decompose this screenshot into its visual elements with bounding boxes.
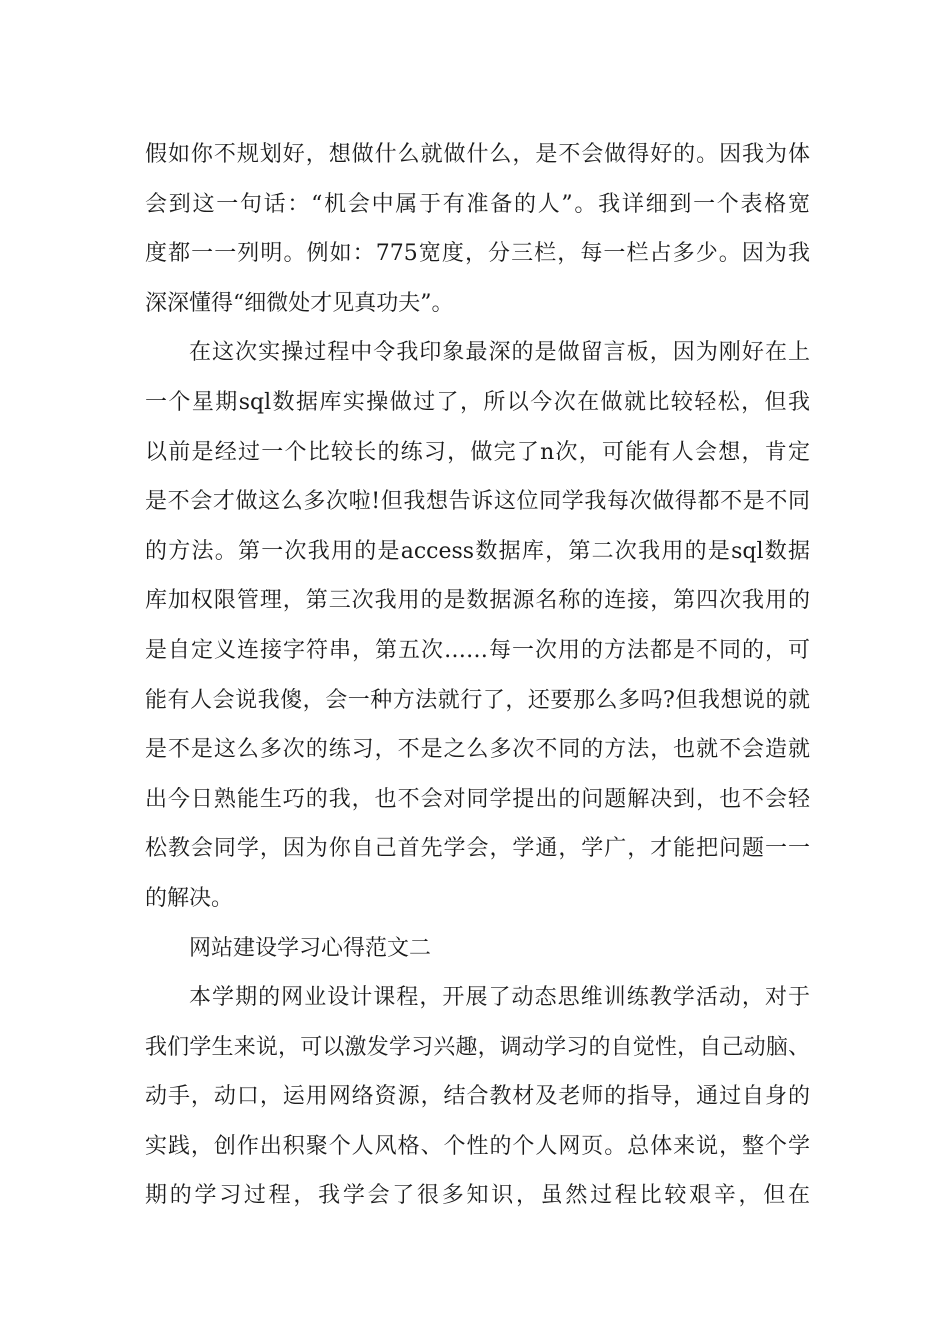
- text-line: 我们学生来说，可以激发学习兴趣，调动学习的自觉性，自己动脑、: [145, 1034, 810, 1060]
- text-line: 以前是经过一个比较长的练习，做完了n次，可能有人会想，肯定: [145, 439, 810, 465]
- text-line: 在这次实操过程中令我印象最深的是做留言板，因为刚好在上: [189, 340, 810, 366]
- paragraph-3: [145, 973, 810, 1221]
- text-line: 能有人会说我傻，会一种方法就行了，还要那么多吗?但我想说的就: [145, 687, 810, 713]
- document-body: [145, 130, 810, 1221]
- paragraph-2: [145, 328, 810, 923]
- text-line: 库加权限管理，第三次我用的是数据源名称的连接，第四次我用的: [145, 588, 810, 614]
- heading-text: 网站建设学习心得范文二: [189, 935, 432, 961]
- text-line: 是不会才做这么多次啦!但我想告诉这位同学我每次做得都不是不同: [145, 489, 810, 515]
- text-line: 出今日熟能生巧的我，也不会对同学提出的问题解决到，也不会轻: [145, 786, 810, 812]
- text-line: 本学期的网业设计课程，开展了动态思维训练教学活动，对于: [189, 985, 810, 1011]
- text-line: 动手，动口，运用网络资源，结合教材及老师的指导，通过自身的: [145, 1084, 810, 1110]
- paragraph-1: [145, 130, 810, 328]
- text-line: 的解决。: [145, 885, 234, 911]
- text-line: 松教会同学，因为你自己首先学会，学通，学广，才能把问题一一: [145, 836, 810, 862]
- text-line: 深深懂得“细微处才见真功夫”。: [145, 290, 454, 316]
- text-line: 实践，创作出积聚个人风格、个性的个人网页。总体来说，整个学: [145, 1133, 810, 1159]
- text-line: 假如你不规划好，想做什么就做什么，是不会做得好的。因我为体: [145, 142, 810, 167]
- text-line: 度都一一列明。例如：775宽度，分三栏，每一栏占多少。因为我: [145, 241, 810, 267]
- text-line: 是自定义连接字符串，第五次……每一次用的方法都是不同的，可: [145, 637, 810, 663]
- text-line: 一个星期sql数据库实操做过了，所以今次在做就比较轻松，但我: [145, 389, 810, 415]
- text-line: 的方法。第一次我用的是access数据库，第二次我用的是sql数据: [145, 538, 810, 564]
- text-line: 会到这一句话：“机会中属于有准备的人”。我详细到一个表格宽: [145, 191, 810, 217]
- text-line: 是不是这么多次的练习，不是之么多次不同的方法，也就不会造就: [145, 737, 810, 763]
- section-heading: [145, 924, 810, 974]
- text-line: 期的学习过程，我学会了很多知识，虽然过程比较艰辛，但在: [145, 1183, 810, 1209]
